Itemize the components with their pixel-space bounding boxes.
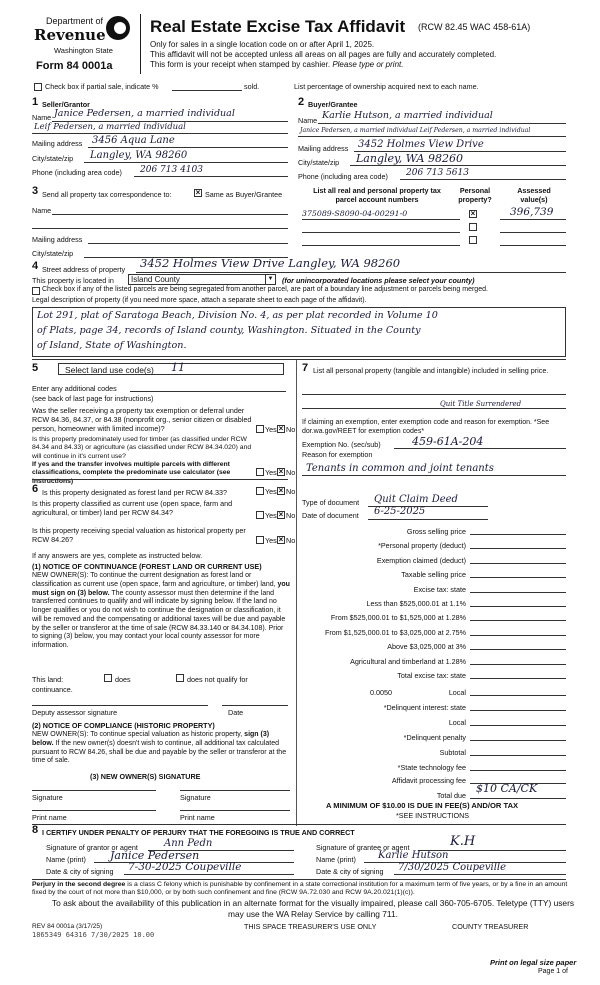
- sec3-label: Send all property tax correspondence to:: [42, 190, 172, 199]
- tax-line-label: Gross selling price: [406, 527, 466, 536]
- q-exemption-no-label: No: [286, 425, 296, 434]
- doc-type-label: Type of document: [302, 498, 360, 507]
- buyer-city-label: City/state/zip: [298, 158, 340, 167]
- q-current-use-no[interactable]: ×: [278, 510, 284, 519]
- q-exemption-no[interactable]: ×: [278, 424, 284, 433]
- exemption-no-label: Exemption No. (sec/sub): [302, 440, 381, 449]
- tax-line-label: Less than $525,000.01 at 1.1%: [366, 599, 466, 608]
- sec3-number: 3: [32, 185, 39, 197]
- tax-line-label: From $1,525,000.01 to $3,025,000 at 2.75%: [324, 628, 466, 637]
- partial-sale-label: Check box if partial sale, indicate %: [45, 82, 159, 91]
- sec3-mail-label: Mailing address: [32, 235, 83, 244]
- grantee-date-label: Date & city of signing: [316, 867, 384, 876]
- form-rcw: (RCW 82.45 WAC 458-61A): [418, 22, 531, 32]
- q-historic-no[interactable]: ×: [278, 535, 284, 544]
- segregated-label: Check box if any of the listed parcels are being segregated from another parcel, are part of a boundary line adjustment or parcels being merged.: [42, 286, 488, 293]
- personal-property-checkbox-2[interactable]: [469, 223, 477, 231]
- personal-property-checkbox-1[interactable]: ×: [470, 209, 476, 218]
- owner-print-label-2: Print name: [180, 813, 215, 822]
- same-as-buyer-label: Same as Buyer/Grantee: [205, 190, 283, 199]
- alt-format-note: To ask about the availability of this publication in an alternate format for the visually impaired, please call 360-705-6705. Teletype (TTY) users may use the WA Relay Service by calling 711.: [51, 898, 575, 919]
- delinq-penalty-label: *Delinquent penalty: [403, 733, 466, 742]
- reason-label: Reason for exemption: [302, 450, 373, 459]
- tax-line-field[interactable]: [470, 620, 566, 621]
- sec6-number: 6: [32, 483, 39, 495]
- does-label: does: [115, 675, 131, 684]
- parcel-col-header: List all real and personal property tax parcel account numbers: [313, 186, 441, 204]
- see-instructions: *SEE INSTRUCTIONS: [396, 811, 470, 820]
- legal-desc-label: Legal description of property (if you need more space, attach a separate sheet to each page of the affidavit).: [32, 297, 367, 304]
- q-historic: Is this property receiving special valuation as historical property per RCW 84.26?: [32, 526, 246, 544]
- exemption-reason[interactable]: Tenants in common and joint tenants: [306, 463, 494, 474]
- owner-sig-label-1: Signature: [32, 793, 63, 802]
- tax-line-field[interactable]: [470, 606, 566, 607]
- sec5-number: 5: [32, 362, 39, 374]
- logo-dept: Department of: [46, 16, 104, 26]
- grantor-date[interactable]: 7-30-2025 Coupeville: [128, 861, 242, 873]
- buyer-mail[interactable]: 3452 Holmes View Drive: [358, 139, 484, 150]
- subtotal-label: Subtotal: [439, 748, 466, 757]
- q-forest-yes[interactable]: [256, 487, 264, 495]
- parcel-number[interactable]: 375089-S8090-04-00291-0: [302, 209, 408, 218]
- deputy-date-label: Date: [228, 708, 244, 717]
- this-land-label: This land:: [32, 675, 64, 684]
- any-yes-note: If any answers are yes, complete as instructed below.: [32, 551, 203, 560]
- seller-phone-label: Phone (including area code): [32, 168, 122, 177]
- q-historic-yes[interactable]: [256, 536, 264, 544]
- land-use-select[interactable]: [58, 363, 284, 375]
- land-use-placeholder: Select land use code(s): [65, 365, 154, 375]
- street-label: Street address of property: [42, 265, 126, 274]
- tax-line-label: *Personal property (deduct): [378, 541, 466, 550]
- grantee-name[interactable]: Karlie Hutson: [378, 850, 449, 861]
- q-timber-yes-label: Yes: [265, 468, 277, 477]
- tax-line-label: Above $3,025,000 at 3%: [387, 642, 466, 651]
- treasurer-use: THIS SPACE TREASURER'S USE ONLY: [244, 922, 377, 931]
- does-not-label: does not qualify for: [187, 675, 248, 684]
- q-current-use: Is this property classified as current use (open space, farm and agricultural, or timber) land per RCW 84.34?: [32, 499, 233, 517]
- county-treasurer: COUNTY TREASURER: [452, 922, 529, 931]
- buyer-name1[interactable]: Karlie Hutson, a married individual: [322, 110, 493, 121]
- segregated-checkbox[interactable]: [32, 287, 40, 295]
- deputy-sig-label: Deputy assessor signature: [32, 708, 118, 717]
- personal-property-value[interactable]: Quit Title Surrendered: [440, 400, 522, 408]
- tax-line-field[interactable]: [470, 563, 566, 564]
- ownership-note: List percentage of ownership acquired next to each name.: [294, 82, 479, 91]
- affidavit-fee-label: Affidavit processing fee: [391, 776, 466, 785]
- land-use-value: 11: [171, 361, 185, 374]
- partial-sale-checkbox[interactable]: [34, 83, 42, 91]
- buyer-title: Buyer/Grantee: [308, 100, 358, 109]
- minimum-note: A MINIMUM OF $10.00 IS DUE IN FEE(S) AND/OR TAX: [326, 801, 519, 810]
- grantor-date-label: Date & city of signing: [46, 867, 114, 876]
- form-number: Form 84 0001a: [36, 60, 113, 72]
- q-timber-note: If yes and the transfer involves multiple parcels with different classifications, complete the predominate use calculator (see instructions): [32, 461, 231, 485]
- q-timber-no-label: No: [286, 468, 296, 477]
- q-forest-yes-label: Yes: [265, 487, 277, 496]
- legal-line2: of Plats, page 34, records of Island county, Washington. Situated in the County: [37, 325, 421, 336]
- grantor-sig-label: Signature of grantor or agent: [46, 843, 138, 852]
- form-sub2: This affidavit will not be accepted unless all areas on all pages are fully and accurately completed.: [150, 50, 497, 59]
- chevron-down-icon: ▼: [265, 275, 275, 284]
- page-number: Page 1 of: [538, 968, 568, 975]
- tax-line-label: Agricultural and timberland at 1.28%: [350, 657, 466, 666]
- q-forest-no[interactable]: ×: [278, 486, 284, 495]
- grantee-name-label: Name (print): [316, 855, 356, 864]
- perjury-note: Perjury in the second degree is a class C felony which is punishable by confinement in a state correctional institution for a maximum term of five years, or by a fine in an amount fixed by the court of not more than $10,000, or by both such confinement and fine (RCW 9A.72.030 and RCW 9A.20.021(1)(c)).: [32, 881, 568, 897]
- delinq-state-label: *Delinquent interest: state: [383, 703, 466, 712]
- q-exemption: Was the seller receiving a property tax exemption or deferral under RCW 84.36, 84.37, or 84.38 (nonprofit org., senior citizen or disabled person, homeowner with limited income)?: [32, 406, 252, 433]
- located-label: This property is located in: [32, 276, 114, 285]
- doc-date[interactable]: 6-25-2025: [374, 506, 426, 517]
- cashier-stamp: 1865349 64316 7/30/2025 10.00: [32, 931, 155, 939]
- grantee-date[interactable]: 7/30/2025 Coupeville: [398, 862, 507, 873]
- tax-line-label: Excise tax: state: [413, 585, 466, 594]
- notice3-title: (3) NEW OWNER(S) SIGNATURE: [90, 772, 201, 781]
- tax-line-label: Total excise tax: state: [397, 671, 466, 680]
- total-due-value[interactable]: $10 CA/CK: [476, 782, 538, 795]
- grantor-signature[interactable]: Ann Pedn: [164, 838, 213, 849]
- form-sub1: Only for sales in a single location code on or after April 1, 2025.: [150, 40, 375, 49]
- buyer-city[interactable]: Langley, WA 98260: [356, 152, 463, 165]
- tax-line-field[interactable]: [470, 577, 566, 578]
- sec4-number: 4: [32, 260, 39, 272]
- additional-codes-label: Enter any additional codes: [32, 384, 117, 393]
- rev-number: REV 84 0001a (3/17/25): [32, 923, 103, 930]
- q-timber-yes[interactable]: [256, 468, 264, 476]
- sec3-city-label: City/state/zip: [32, 249, 74, 258]
- q-forest-no-label: No: [286, 487, 296, 496]
- personal-col-header: Personal property?: [458, 186, 492, 204]
- sec3-name-label: Name: [32, 206, 52, 215]
- grantor-name[interactable]: Janice Pedersen: [110, 849, 200, 862]
- q-current-use-yes[interactable]: [256, 511, 264, 519]
- sec1-number: 1: [32, 96, 39, 108]
- seller-mail-label: Mailing address: [32, 139, 83, 148]
- county-value: Island County: [131, 275, 180, 284]
- tax-line-label: From $525,000.01 to $1,525,000 at 1.28%: [330, 613, 466, 622]
- tax-line-field[interactable]: [470, 678, 566, 679]
- form-title: Real Estate Excise Tax Affidavit: [150, 17, 406, 36]
- q-historic-yes-label: Yes: [265, 536, 277, 545]
- seller-city-label: City/state/zip: [32, 154, 74, 163]
- buyer-phone[interactable]: 206 713 5613: [406, 168, 469, 178]
- does-checkbox[interactable]: [104, 674, 112, 682]
- doc-type[interactable]: Quit Claim Deed: [374, 494, 458, 505]
- tax-line-field[interactable]: [470, 664, 566, 665]
- personal-property-checkbox-3[interactable]: [469, 236, 477, 244]
- q-exemption-yes[interactable]: [256, 425, 264, 433]
- logo-state: Washington State: [54, 46, 113, 55]
- owner-print-label-1: Print name: [32, 813, 67, 822]
- county-note: (for unincorporated locations please select your county): [282, 276, 475, 285]
- same-as-buyer-checkbox[interactable]: ×: [195, 188, 201, 197]
- personal-property-label: List all personal property (tangible and intangible) included in selling price.: [313, 366, 549, 375]
- exemption-no[interactable]: 459-61A-204: [412, 435, 484, 448]
- tax-line-field[interactable]: [470, 649, 566, 650]
- tax-line-label: Taxable selling price: [401, 570, 466, 579]
- notice1-title: (1) NOTICE OF CONTINUANCE (FOREST LAND OR CURRENT USE): [32, 562, 262, 571]
- continuance-label: continuance.: [32, 685, 73, 694]
- owner-sig-label-2: Signature: [180, 793, 211, 802]
- sec8-number: 8: [32, 824, 39, 836]
- seller-title: Seller/Grantor: [42, 100, 90, 109]
- sec2-number: 2: [298, 96, 305, 108]
- sec7-number: 7: [302, 362, 309, 374]
- assessed-col-header: Assessed value(s): [517, 186, 551, 204]
- notice2-title: (2) NOTICE OF COMPLIANCE (HISTORIC PROPERTY): [32, 721, 215, 730]
- tech-fee-label: *State technology fee: [397, 763, 466, 772]
- codes-note: (see back of last page for instructions): [32, 394, 154, 403]
- assessed-value[interactable]: 396,739: [510, 206, 554, 218]
- dor-logo: [34, 10, 134, 72]
- property-street[interactable]: 3452 Holmes View Drive Langley, WA 98260: [140, 256, 401, 270]
- buyer-phone-label: Phone (including area code): [298, 172, 388, 181]
- q-forest: Is this property designated as forest land per RCW 84.33?: [42, 488, 227, 497]
- legal-description-box[interactable]: [32, 307, 566, 357]
- seller-phone[interactable]: 206 713 4103: [140, 165, 203, 175]
- does-not-checkbox[interactable]: [176, 674, 184, 682]
- exemption-intro: If claiming an exemption, enter exemption code and reason for exemption. *See dor.wa.gov/REET for exemption codes*: [302, 419, 550, 435]
- buyer-name2[interactable]: Janice Pedersen, a married individual Leif Pedersen, a married individual: [300, 127, 531, 134]
- local-rate: 0.0050: [370, 688, 392, 697]
- q-historic-no-label: No: [286, 536, 296, 545]
- q-current-use-yes-label: Yes: [265, 511, 277, 520]
- buyer-mail-label: Mailing address: [298, 144, 349, 153]
- seller-name2[interactable]: Leif Pedersen, a married individual: [34, 122, 186, 132]
- seller-mail[interactable]: 3456 Aqua Lane: [92, 135, 175, 146]
- q-timber-no[interactable]: ×: [278, 467, 284, 476]
- logo-revenue: Revenue: [34, 26, 106, 44]
- delinq-local-label: Local: [448, 718, 466, 727]
- tax-line-field[interactable]: [470, 635, 566, 636]
- legal-line3: of Island, State of Washington.: [37, 340, 187, 351]
- notice1-body: NEW OWNER(S): To continue the current designation as forest land or classification as current use (open space, farm and agriculture, or timber) land, you must sign on (3) below. The county assessor must then determine if the land transferred continues to qualify and will indicate by signing below. If the land no longer qualifies or you do not wish to continue the designation or classification, it will be removed and the compensating or additional taxes will be due and payable by the seller or transferor at the time of sale (RCW 84.33.140 or 84.34.108). Prior to signing (3) below, you may contact your local county assessor for more information.: [32, 572, 290, 649]
- buyer-name-label: Name: [298, 116, 318, 125]
- q-timber: Is this property predominately used for timber (as classified under RCW 84.34 and 84.33) or agriculture (as classified under RCW 84.34.020) and will continue in it's current use?: [32, 436, 252, 460]
- notice2-body: NEW OWNER(S): To continue special valuation as historic property, sign (3) below. If the new owner(s) doesn't wish to continue, all additional tax calculated pursuant to RCW 84.26, shall be due and payable by the seller or transferor at the time of sale.: [32, 731, 287, 765]
- tax-line-field[interactable]: [470, 592, 566, 593]
- form-sub3: This form is your receipt when stamped by cashier. Please type or print.: [150, 60, 404, 69]
- certify-label: I CERTIFY UNDER PENALTY OF PERJURY THAT THE FOREGOING IS TRUE AND CORRECT: [42, 828, 355, 837]
- seller-city[interactable]: Langley, WA 98260: [90, 150, 188, 161]
- q-exemption-yes-label: Yes: [265, 425, 277, 434]
- seller-name-label: Name: [32, 113, 52, 122]
- grantor-name-label: Name (print): [46, 855, 86, 864]
- local-label: Local: [448, 688, 466, 697]
- seller-name1[interactable]: Janice Pedersen, a married individual: [54, 108, 235, 119]
- tax-line-field[interactable]: [470, 548, 566, 549]
- total-due-label: Total due: [436, 791, 466, 800]
- legal-line1: Lot 291, plat of Saratoga Beach, Division No. 4, as per plat recorded in Volume 10: [37, 310, 438, 321]
- legal-paper-note: Print on legal size paper: [490, 958, 577, 967]
- tax-line-field[interactable]: [470, 534, 566, 535]
- doc-date-label: Date of document: [302, 511, 359, 520]
- q-current-use-no-label: No: [286, 511, 296, 520]
- tax-line-label: Exemption claimed (deduct): [376, 556, 466, 565]
- grantee-sig-label: Signature of grantee or agent: [316, 843, 410, 852]
- county-select[interactable]: [128, 274, 276, 285]
- sold-label: sold.: [244, 82, 260, 91]
- grantee-signature[interactable]: K.H: [450, 834, 476, 849]
